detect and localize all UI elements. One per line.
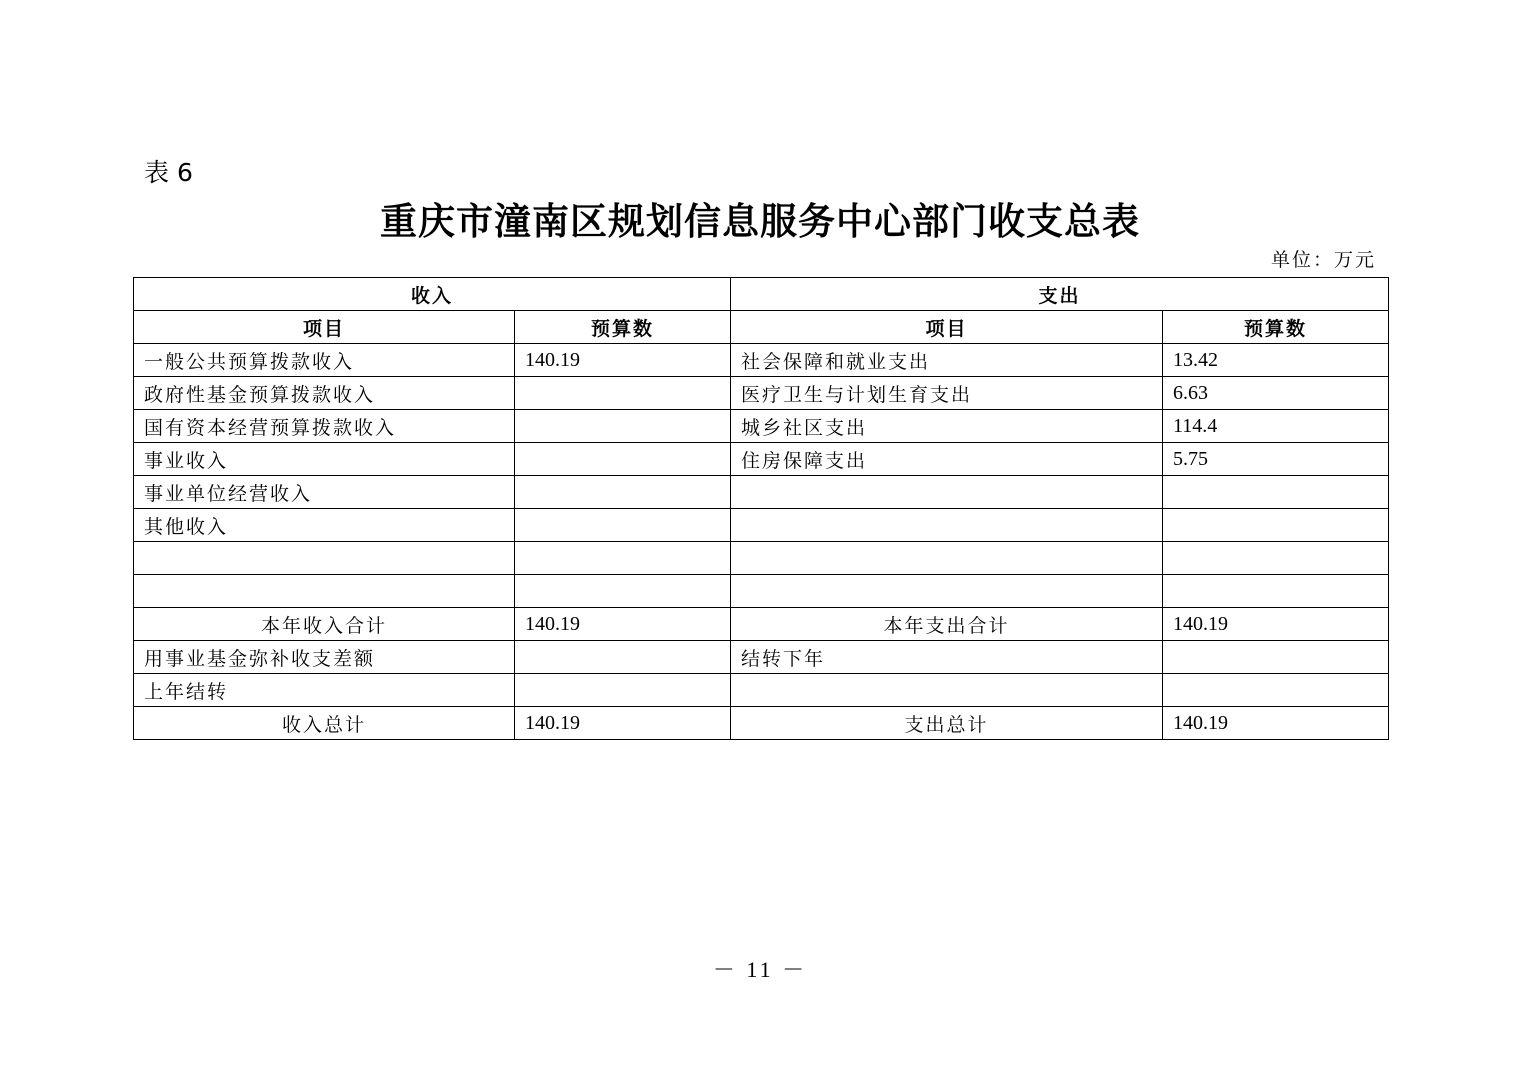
table-row (134, 476, 1389, 509)
expense-value-cell (1163, 641, 1389, 674)
column-header-row (134, 311, 1389, 344)
expense-item-cell: 社会保障和就业支出 (731, 344, 1163, 377)
expense-total-value: 140.19 (1163, 707, 1389, 740)
expense-item-cell (731, 575, 1163, 608)
income-item-cell: 上年结转 (134, 674, 515, 707)
income-value-cell (515, 674, 731, 707)
expense-total-label: 支出总计 (731, 707, 1163, 740)
table-row (134, 575, 1389, 608)
income-item-cell: 事业收入 (134, 443, 515, 476)
expense-value-cell: 114.4 (1163, 410, 1389, 443)
income-value-cell (515, 641, 731, 674)
income-item-cell: 政府性基金预算拨款收入 (134, 377, 515, 410)
expense-value-cell (1163, 674, 1389, 707)
expense-item-cell: 结转下年 (731, 641, 1163, 674)
expense-item-cell: 城乡社区支出 (731, 410, 1163, 443)
expense-item-cell (731, 542, 1163, 575)
income-item-cell: 一般公共预算拨款收入 (134, 344, 515, 377)
income-value-cell (515, 542, 731, 575)
expense-item-cell: 住房保障支出 (731, 443, 1163, 476)
income-item-cell (134, 542, 515, 575)
grand-total-row (134, 707, 1389, 740)
income-budget-header: 预算数 (515, 311, 731, 344)
income-value-cell (515, 377, 731, 410)
expense-item-cell (731, 509, 1163, 542)
income-subtotal-label: 本年收入合计 (134, 608, 515, 641)
income-item-cell: 其他收入 (134, 509, 515, 542)
income-value-cell (515, 476, 731, 509)
table-row (134, 674, 1389, 707)
table-row (134, 509, 1389, 542)
table-row (134, 641, 1389, 674)
expense-value-cell (1163, 575, 1389, 608)
expense-item-cell (731, 476, 1163, 509)
expense-item-header: 项目 (731, 311, 1163, 344)
expense-item-cell: 医疗卫生与计划生育支出 (731, 377, 1163, 410)
page-number: － 11 － (712, 957, 808, 982)
income-item-cell: 用事业基金弥补收支差额 (134, 641, 515, 674)
table-row (134, 410, 1389, 443)
table-row (134, 377, 1389, 410)
expense-value-cell: 5.75 (1163, 443, 1389, 476)
income-total-value: 140.19 (515, 707, 731, 740)
income-value-cell (515, 575, 731, 608)
income-item-cell: 国有资本经营预算拨款收入 (134, 410, 515, 443)
expense-value-cell (1163, 476, 1389, 509)
expense-value-cell: 6.63 (1163, 377, 1389, 410)
document-title: 重庆市潼南区规划信息服务中心部门收支总表 (380, 199, 1140, 243)
expense-subtotal-value: 140.19 (1163, 608, 1389, 641)
income-subtotal-value: 140.19 (515, 608, 731, 641)
section-header-row (134, 278, 1389, 311)
expense-value-cell (1163, 509, 1389, 542)
income-item-header: 项目 (134, 311, 515, 344)
expense-subtotal-label: 本年支出合计 (731, 608, 1163, 641)
table-row (134, 443, 1389, 476)
expense-budget-header: 预算数 (1163, 311, 1389, 344)
income-section-header: 收入 (134, 278, 731, 311)
income-value-cell (515, 443, 731, 476)
expense-item-cell (731, 674, 1163, 707)
table-row (134, 344, 1389, 377)
income-item-cell: 事业单位经营收入 (134, 476, 515, 509)
expense-value-cell: 13.42 (1163, 344, 1389, 377)
income-value-cell (515, 509, 731, 542)
table-row (134, 542, 1389, 575)
income-value-cell (515, 410, 731, 443)
income-total-label: 收入总计 (134, 707, 515, 740)
income-item-cell (134, 575, 515, 608)
budget-summary-table (133, 277, 1389, 740)
income-value-cell: 140.19 (515, 344, 731, 377)
subtotal-row (134, 608, 1389, 641)
unit-label: 单位：万元 (1270, 249, 1376, 271)
expense-section-header: 支出 (731, 278, 1389, 311)
expense-value-cell (1163, 542, 1389, 575)
table-number-label: 表 6 (144, 158, 193, 187)
